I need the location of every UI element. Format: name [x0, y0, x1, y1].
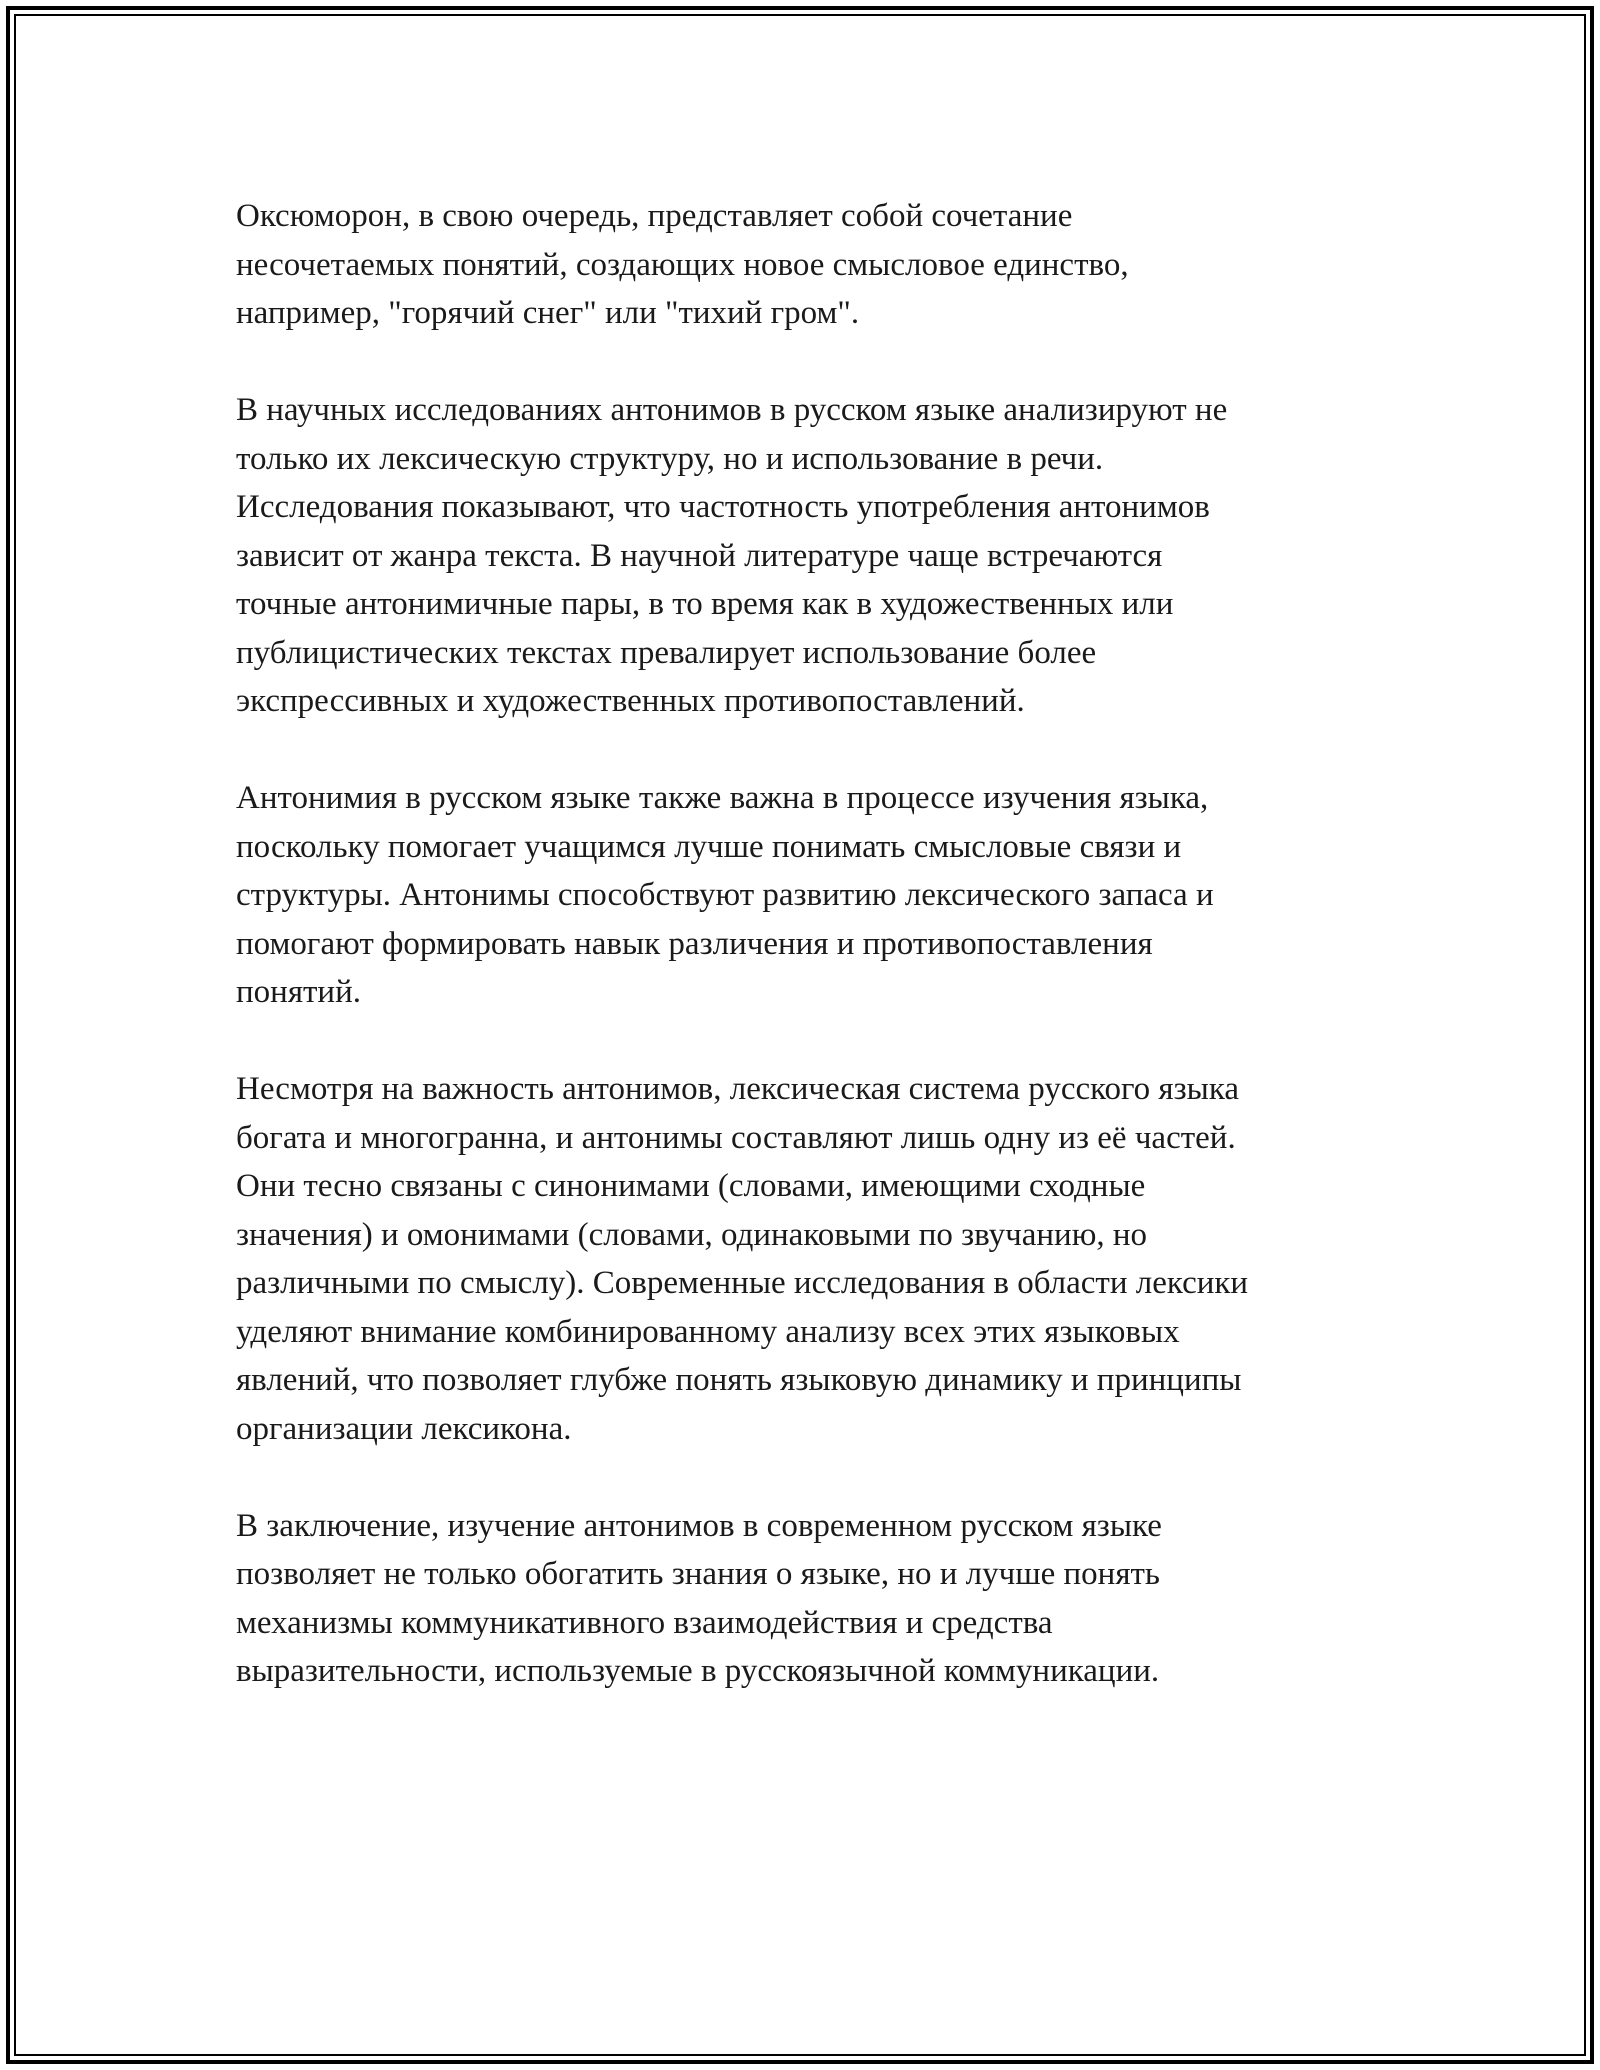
- paragraph-language-learning: Антонимия в русском языке также важна в процессе изучения языка, поскольку помогает учащимся лучше понимать смысловые связи и структуры. Антонимы способствуют развитию лексического запаса и помогают формировать навык различения и противопоставления понятий.: [236, 780, 1214, 1010]
- paragraph-scientific-research: В научных исследованиях антонимов в русском языке анализируют не только их лексическую структуру, но и использование в речи. Исследования показывают, что частотность употребления антонимов зависит от жанра текста. В научной литературе чаще встречаются точные антонимичные пары, в то время как в художественных или публицистических текстах превалирует использование более экспрессивных и художественных противопоставлений.: [236, 392, 1228, 719]
- document-body: [236, 192, 1396, 1696]
- paragraph-lexical-system: Несмотря на важность антонимов, лексическая система русского языка богата и многогранна, и антонимы составляют лишь одну из её частей. Они тесно связаны с синонимами (словами, имеющими сходные значения) и омонимами (словами, одинаковыми по звучанию, но различными по смыслу). Современные исследования в области лексики уделяют внимание комбинированному анализу всех этих языковых явлений, что позволяет глубже понять языковую динамику и принципы организации лексикона.: [236, 1071, 1249, 1447]
- page-frame: [6, 6, 1594, 2064]
- paragraph-conclusion: В заключение, изучение антонимов в современном русском языке позволяет не только обогатить знания о языке, но и лучше понять механизмы коммуникативного взаимодействия и средства выразительности, используемые в русскоязычной коммуникации.: [236, 1507, 1162, 1689]
- paragraph-oxymoron: Оксюморон, в свою очередь, представляет собой сочетание несочетаемых понятий, создающих новое смысловое единство, например, "горячий снег" или "тихий гром".: [236, 198, 1129, 331]
